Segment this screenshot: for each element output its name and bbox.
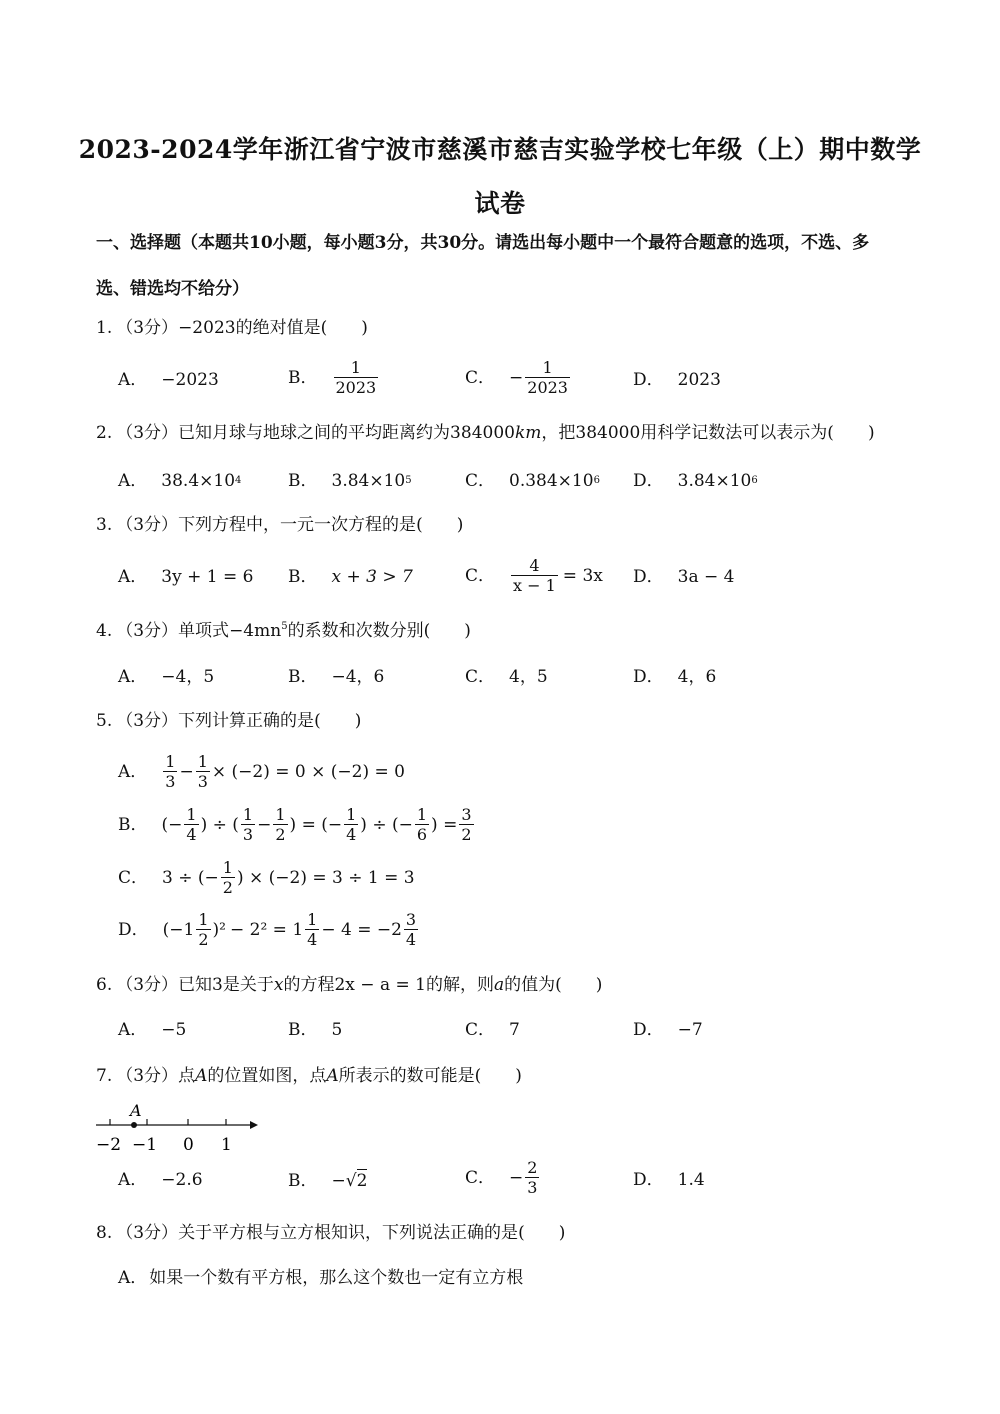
option-text: × (−2) = 0 × (−2) = 0 xyxy=(211,761,405,782)
monomial: −4mn xyxy=(229,621,282,641)
answer-paren-open: ( xyxy=(423,621,431,641)
option-label: A． xyxy=(118,1170,148,1190)
option-label: B． xyxy=(288,567,318,587)
q3-option-b[interactable] xyxy=(288,566,413,588)
question-number: 2. xyxy=(96,423,113,443)
option-label: C． xyxy=(465,367,496,388)
option-label: A． xyxy=(118,567,148,587)
question-text-cont: 所表示的数可能是 xyxy=(338,1066,475,1086)
option-text: x + 3 > 7 xyxy=(331,567,413,587)
question-8 xyxy=(96,1221,565,1245)
tick-label: 0 xyxy=(183,1135,194,1155)
q1-option-d[interactable] xyxy=(633,369,721,391)
option-label: B． xyxy=(288,471,318,491)
variable-x: x xyxy=(273,975,284,995)
q5-option-d[interactable]: D． (−1 $\frac{1}{2}$ )² − 2² = 1 $\frac{1}{4}$ − 4 = −2 $\frac{3}{4}$ xyxy=(118,910,417,949)
question-score: （3分） xyxy=(116,621,179,641)
answer-paren-open: ( xyxy=(416,515,423,535)
option-text: 3a − 4 xyxy=(677,567,735,587)
option-text: 5 xyxy=(331,1020,343,1040)
question-text: 已知月球与地球之间的平均距离约为384000 xyxy=(178,423,515,443)
question-text: 下列方程中，一元一次方程的是 xyxy=(178,515,417,535)
fraction-denominator: 3 xyxy=(527,1178,538,1197)
question-number: 6. xyxy=(96,975,113,995)
question-score: （3分） xyxy=(116,318,179,338)
question-score: （3分） xyxy=(116,1066,179,1086)
option-label: B． xyxy=(118,814,148,835)
option-text: 3y + 1 = 6 xyxy=(161,567,254,587)
question-5 xyxy=(96,709,361,733)
q5-option-a[interactable]: A． $\frac{1}{3}$ − $\frac{1}{3}$ × (−2) = 0 × (−2) = 0 xyxy=(118,752,405,791)
number-line-arrow xyxy=(250,1121,258,1129)
minus-sign: − xyxy=(331,1170,346,1191)
option-text: 1.4 xyxy=(677,1170,705,1190)
sqrt-symbol: √ xyxy=(345,1170,357,1191)
answer-paren-close: ) xyxy=(464,621,471,641)
fraction xyxy=(334,358,379,397)
answer-paren-open: ( xyxy=(518,1223,525,1243)
option-text-cont: ) × (−2) = 3 ÷ 1 = 3 xyxy=(236,867,415,888)
answer-paren-open: ( xyxy=(555,975,562,995)
answer-paren-open: ( xyxy=(314,711,321,731)
question-3 xyxy=(96,513,463,537)
variable-a: a xyxy=(493,975,505,995)
option-label: B． xyxy=(288,367,318,388)
tick-label: −1 xyxy=(132,1135,158,1155)
q6-option-d[interactable] xyxy=(633,1019,703,1041)
fraction-denominator: x − 1 xyxy=(513,576,556,595)
option-label: B． xyxy=(288,667,318,687)
section-heading-line-2: 选、错选均不给分） xyxy=(96,279,249,299)
minus-sign: − xyxy=(509,1167,524,1188)
option-label: A． xyxy=(118,471,148,491)
option-label: C． xyxy=(465,565,496,586)
option-text: 3.84×10 xyxy=(331,471,406,491)
q6-option-a[interactable] xyxy=(118,1019,186,1041)
option-text: = 3x xyxy=(562,565,603,586)
answer-paren-close: ) xyxy=(558,1223,566,1243)
answer-paren-close: ) xyxy=(354,711,362,731)
question-text-cont: 的位置如图，点 xyxy=(207,1066,327,1086)
answer-paren-open: ( xyxy=(827,423,834,443)
fraction-denominator: 2023 xyxy=(527,378,568,397)
option-text: 0.384×10 xyxy=(509,471,594,491)
variable-A: A xyxy=(195,1066,208,1086)
q3-option-a[interactable] xyxy=(118,566,253,588)
q2-option-b[interactable]: B． 3.84×10 5 xyxy=(288,471,412,491)
option-label: A． xyxy=(118,667,148,687)
option-label: D． xyxy=(633,1170,664,1190)
q1-option-a[interactable] xyxy=(118,369,219,391)
question-number: 5. xyxy=(96,711,113,731)
fraction xyxy=(511,556,558,595)
option-label: A． xyxy=(118,370,148,390)
q4-option-c[interactable] xyxy=(465,666,548,688)
q3-option-c[interactable] xyxy=(465,556,603,595)
answer-paren-close: ) xyxy=(456,515,464,535)
q2-option-c[interactable]: C． 0.384×10 6 xyxy=(465,471,600,491)
question-number: 7. xyxy=(96,1066,113,1086)
question-number: 8. xyxy=(96,1223,113,1243)
question-text: 下列计算正确的是 xyxy=(178,711,315,731)
question-text: 单项式 xyxy=(178,621,230,641)
point-A xyxy=(131,1122,137,1128)
option-text: −4，6 xyxy=(331,667,385,687)
question-score: （3分） xyxy=(116,423,179,443)
option-label: D． xyxy=(633,567,664,587)
fraction xyxy=(525,358,570,397)
option-text: −2.6 xyxy=(161,1170,203,1190)
question-6 xyxy=(96,973,602,997)
question-score: （3分） xyxy=(116,711,179,731)
option-text: 38.4×10 xyxy=(161,471,236,491)
fraction xyxy=(525,1158,539,1197)
q3-option-d[interactable] xyxy=(633,566,734,588)
option-label: C． xyxy=(465,1167,496,1188)
q5-option-b[interactable]: B． (− $\frac{1}{4}$ ) ÷ ( $\frac{1}{3}$ − $\frac{1}{2}$ ) = (− $\frac{1}{4}$ ) ÷ (− $\frac{1}{6}$ ) = $\frac{3}{2}$ xyxy=(118,805,472,844)
question-text-cont: 的系数和次数分别 xyxy=(287,621,424,641)
answer-paren-close: ) xyxy=(361,318,368,338)
fraction-denominator: 2023 xyxy=(335,378,377,397)
option-label: D． xyxy=(118,919,149,940)
answer-paren-close: ) xyxy=(595,975,603,995)
q1-option-b[interactable] xyxy=(288,358,380,397)
option-label: B． xyxy=(288,1170,318,1191)
question-text: 已知3是关于 xyxy=(178,975,274,995)
fraction-numerator: 2 xyxy=(527,1158,538,1177)
option-text: −2023 xyxy=(161,370,219,390)
option-text: 2023 xyxy=(677,370,721,390)
option-label: C． xyxy=(465,667,496,687)
option-text: 如果一个数有平方根，那么这个数也一定有立方根 xyxy=(149,1268,524,1288)
variable-A: A xyxy=(326,1066,339,1086)
exam-title-line-1: 2023-2024学年浙江省宁波市慈溪市慈吉实验学校七年级（上）期中数学 xyxy=(78,135,922,164)
option-text: 4，6 xyxy=(677,667,717,687)
question-2 xyxy=(96,421,875,445)
option-text: 4，5 xyxy=(509,667,548,687)
option-label: C． xyxy=(465,471,496,491)
option-text: 7 xyxy=(509,1020,520,1040)
q7-option-a[interactable] xyxy=(118,1169,203,1191)
fraction-numerator: 4 xyxy=(529,556,540,575)
option-label: C． xyxy=(118,867,149,888)
q6-option-c[interactable] xyxy=(465,1019,520,1041)
unit-km: km xyxy=(514,423,542,443)
q4-option-a[interactable] xyxy=(118,666,214,688)
minus-sign: − xyxy=(509,367,524,388)
option-label: C． xyxy=(465,1020,496,1040)
question-text-cont: ，把384000用科学记数法可以表示为 xyxy=(541,423,828,443)
question-number: 4. xyxy=(96,621,113,641)
question-text: 点 xyxy=(178,1066,196,1086)
q4-option-b[interactable] xyxy=(288,666,384,688)
question-text: 关于平方根与立方根知识，下列说法正确的是 xyxy=(178,1223,519,1243)
question-text-cont: 的值为 xyxy=(504,975,556,995)
section-heading xyxy=(96,220,926,312)
option-label: B． xyxy=(288,1020,318,1040)
q7-option-d[interactable] xyxy=(633,1169,705,1191)
answer-paren-open: ( xyxy=(474,1066,482,1086)
q6-option-b[interactable] xyxy=(288,1019,342,1041)
q7-option-b[interactable] xyxy=(288,1169,367,1192)
question-number: 3. xyxy=(96,515,113,535)
option-label: A． xyxy=(118,1020,148,1040)
fraction-numerator: 1 xyxy=(542,358,553,377)
exponent: 5 xyxy=(281,621,288,632)
option-text: −5 xyxy=(161,1020,187,1040)
answer-paren-close: ) xyxy=(867,423,875,443)
question-number: 1. xyxy=(96,318,113,338)
q2-option-d[interactable]: D． 3.84×10 6 xyxy=(633,471,758,491)
option-label: D． xyxy=(633,471,664,491)
tick-label: 1 xyxy=(221,1135,232,1155)
question-score: （3分） xyxy=(116,975,179,995)
option-text: 3.84×10 xyxy=(677,471,752,491)
q5-option-c[interactable]: C． 3 ÷ (− $\frac{1}{2}$ ) × (−2) = 3 ÷ 1 = 3 xyxy=(118,858,415,897)
option-label: A． xyxy=(118,1268,148,1288)
question-score: （3分） xyxy=(116,1223,179,1243)
radicand: 2 xyxy=(356,1171,368,1191)
question-7 xyxy=(96,1064,522,1088)
question-text: −2023的绝对值是 xyxy=(178,318,321,338)
q2-option-a[interactable]: A． 38.4×10 4 xyxy=(118,471,242,491)
answer-paren-close: ) xyxy=(515,1066,522,1086)
option-text: −4，5 xyxy=(161,667,215,687)
section-heading-line-1: 一、选择题（本题共10小题，每小题3分，共30分。请选出每小题中一个最符合题意的选项，不选、多 xyxy=(96,233,870,253)
q7-option-c[interactable] xyxy=(465,1158,541,1197)
fraction-numerator: 1 xyxy=(350,358,361,377)
question-4 xyxy=(96,619,471,643)
equation: 2x − a = 1 xyxy=(334,975,426,995)
option-text: −7 xyxy=(677,1020,703,1040)
q4-option-d[interactable] xyxy=(633,666,716,688)
number-line-figure xyxy=(92,1100,262,1156)
option-text: − 2² = 1 xyxy=(229,919,304,940)
q1-option-c[interactable] xyxy=(465,358,572,397)
question-score: （3分） xyxy=(116,515,179,535)
option-label: A． xyxy=(118,761,148,782)
option-label: D． xyxy=(633,1020,664,1040)
option-label: D． xyxy=(633,667,664,687)
question-text-cont: 的解，则 xyxy=(425,975,494,995)
q8-option-a[interactable] xyxy=(118,1267,523,1289)
tick-label: −2 xyxy=(96,1135,122,1155)
point-A-label: A xyxy=(130,1101,142,1120)
answer-paren-open: ( xyxy=(320,318,328,338)
exam-title-line-2: 试卷 xyxy=(474,189,526,218)
option-text: 3 ÷ (− xyxy=(162,867,219,888)
question-1 xyxy=(96,316,368,340)
option-label: D． xyxy=(633,370,664,390)
question-text-cont: 的方程 xyxy=(283,975,335,995)
